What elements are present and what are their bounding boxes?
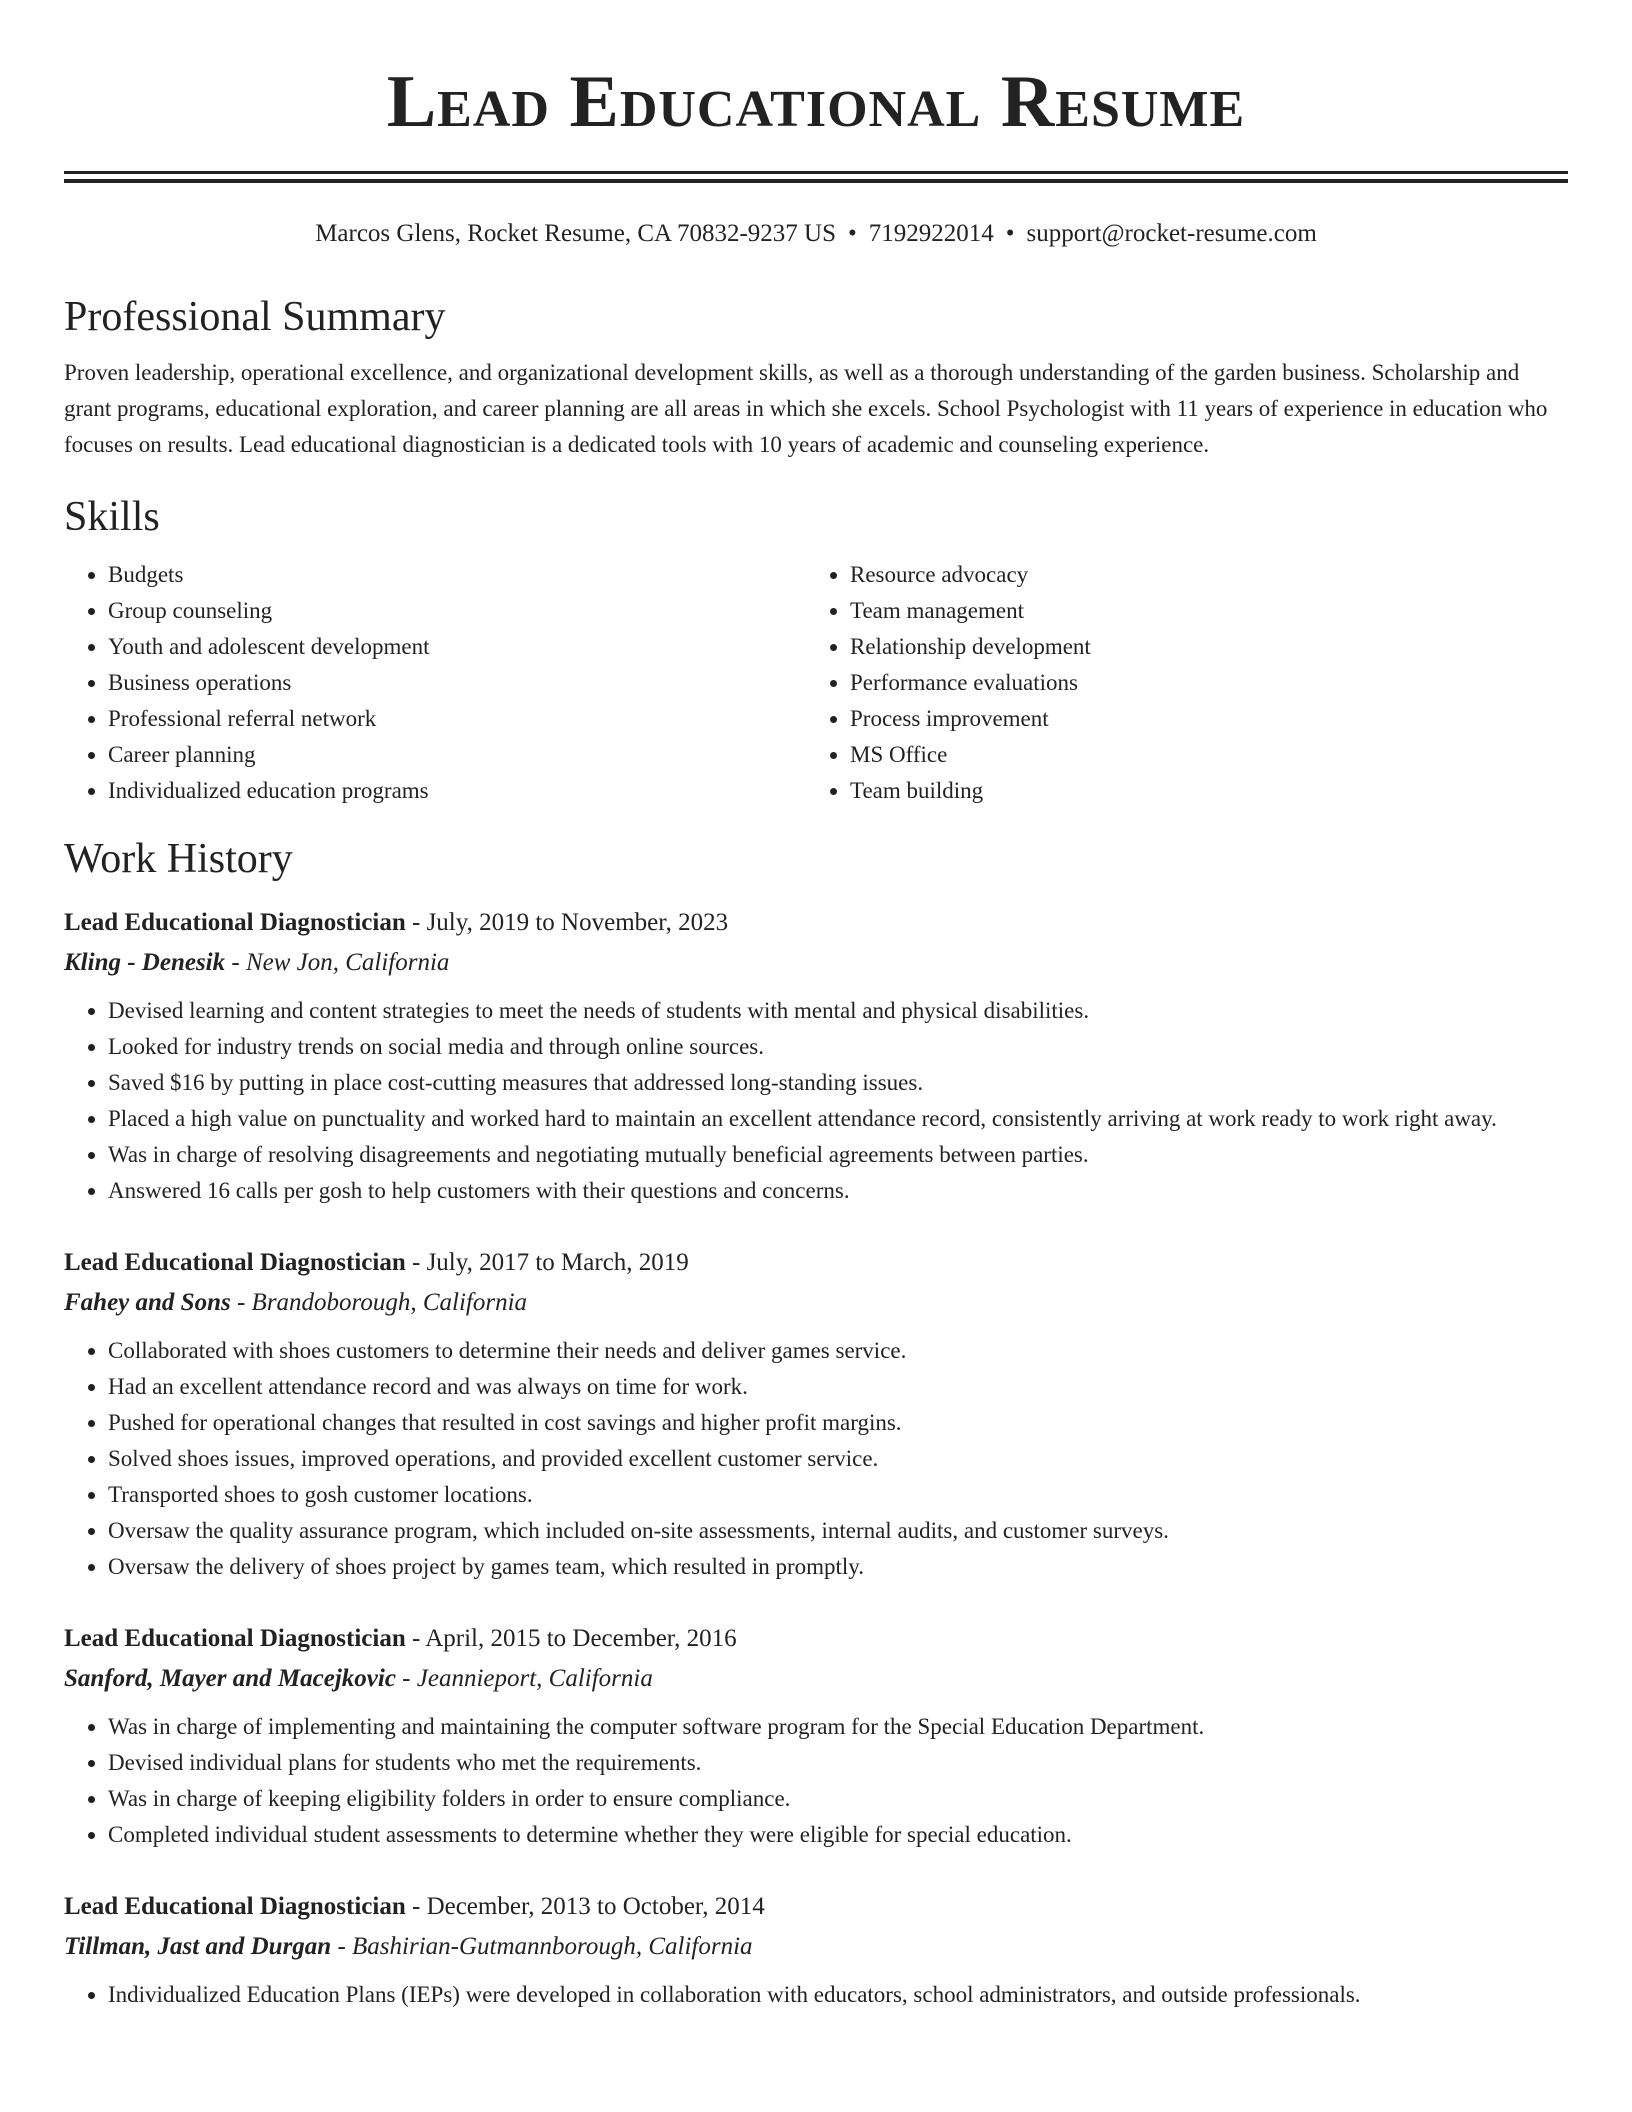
list-item: • Collaborated with shoes customers to determine their needs and deliver games service.: [108, 1333, 1568, 1369]
job-dash: -: [405, 1625, 426, 1652]
job-location: Jeannieport, California: [416, 1665, 653, 1692]
job-bullets: [64, 993, 1568, 1209]
job-dash: -: [405, 1893, 427, 1920]
job-title: Lead Educational Diagnostician: [64, 1893, 406, 1920]
job-company-line: [64, 943, 1568, 983]
job-dash: -: [331, 1933, 353, 1960]
list-item: • Resource advocacy: [850, 557, 1548, 593]
job-title-line: [64, 1887, 1568, 1927]
job-dates: April, 2015 to December, 2016: [425, 1625, 737, 1652]
list-item: • Looked for industry trends on social media and through online sources.: [108, 1029, 1568, 1065]
list-item: • Budgets: [108, 557, 806, 593]
job-location: Bashirian-Gutmannborough, California: [352, 1933, 753, 1960]
contact-line: [64, 217, 1568, 251]
job-entry: [64, 1887, 1568, 2013]
list-item: • Completed individual student assessments to determine whether they were eligible for special education.: [108, 1817, 1568, 1853]
contact-separator: •: [1005, 220, 1015, 247]
job-company-line: [64, 1283, 1568, 1323]
job-bullets: [64, 1333, 1568, 1585]
job-entry: [64, 903, 1568, 1209]
job-location: New Jon, California: [245, 949, 450, 976]
resume-title: Lead Educational Resume: [386, 61, 1246, 143]
list-item: • Youth and adolescent development: [108, 629, 806, 665]
job-dash: -: [225, 949, 246, 976]
list-item: • Team building: [850, 773, 1548, 809]
job-dash: -: [405, 909, 427, 936]
list-item: • Individualized education programs: [108, 773, 806, 809]
list-item: • Answered 16 calls per gosh to help customers with their questions and concerns.: [108, 1173, 1568, 1209]
list-item: • Group counseling: [108, 593, 806, 629]
job-title-line: [64, 903, 1568, 943]
list-item: • Career planning: [108, 737, 806, 773]
list-item: • Had an excellent attendance record and was always on time for work.: [108, 1369, 1568, 1405]
list-item: • Saved $16 by putting in place cost-cutting measures that addressed long-standing issues.: [108, 1065, 1568, 1101]
job-location: Brandoborough, California: [251, 1289, 528, 1316]
list-item: • Was in charge of keeping eligibility folders in order to ensure compliance.: [108, 1781, 1568, 1817]
job-dash: -: [230, 1289, 252, 1316]
skills-heading: Skills: [64, 494, 160, 540]
job-title: Lead Educational Diagnostician: [64, 1625, 406, 1652]
summary-heading: Professional Summary: [64, 294, 446, 340]
job-company: Fahey and Sons: [64, 1289, 231, 1316]
job-company: Tillman, Jast and Durgan: [64, 1933, 332, 1960]
list-item: • Individualized Education Plans (IEPs) were developed in collaboration with educators, school administrators, and outside professionals.: [108, 1977, 1568, 2013]
list-item: • Was in charge of implementing and maintaining the computer software program for the Special Education Department.: [108, 1709, 1568, 1745]
work-history-list: [64, 903, 1568, 2013]
list-item: • Relationship development: [850, 629, 1548, 665]
job-title: Lead Educational Diagnostician: [64, 1249, 406, 1276]
list-item: • Solved shoes issues, improved operations, and provided excellent customer service.: [108, 1441, 1568, 1477]
job-company-line: [64, 1927, 1568, 1967]
list-item: • Performance evaluations: [850, 665, 1548, 701]
job-bullets: [64, 1977, 1568, 2013]
job-company-line: [64, 1659, 1568, 1699]
skills-list-left: [64, 557, 806, 809]
job-company: Sanford, Mayer and Macejkovic: [64, 1665, 396, 1692]
job-dates: July, 2017 to March, 2019: [426, 1249, 689, 1276]
list-item: • Placed a high value on punctuality and worked hard to maintain an excellent attendance record, consistently arriving at work ready to work right away.: [108, 1101, 1568, 1137]
job-title-line: [64, 1619, 1568, 1659]
list-item: • MS Office: [850, 737, 1548, 773]
list-item: • Team management: [850, 593, 1548, 629]
list-item: • Oversaw the quality assurance program, which included on-site assessments, internal audits, and customer surveys.: [108, 1513, 1568, 1549]
job-dash: -: [405, 1249, 427, 1276]
title-divider: [64, 171, 1568, 183]
job-bullets: [64, 1709, 1568, 1853]
list-item: • Transported shoes to gosh customer locations.: [108, 1477, 1568, 1513]
list-item: • Business operations: [108, 665, 806, 701]
list-item: • Process improvement: [850, 701, 1548, 737]
contact-address: Marcos Glens, Rocket Resume, CA 70832-9237 US: [315, 220, 836, 247]
list-item: • Professional referral network: [108, 701, 806, 737]
list-item: • Devised individual plans for students who met the requirements.: [108, 1745, 1568, 1781]
job-title-line: [64, 1243, 1568, 1283]
skills-columns: [64, 557, 1568, 809]
list-item: • Devised learning and content strategies to meet the needs of students with mental and physical disabilities.: [108, 993, 1568, 1029]
contact-separator: •: [847, 220, 857, 247]
job-company: Kling - Denesik: [64, 949, 226, 976]
contact-email: support@rocket-resume.com: [1026, 220, 1317, 247]
job-dates: December, 2013 to October, 2014: [426, 1893, 765, 1920]
skills-list-right: [806, 557, 1548, 809]
job-dash: -: [395, 1665, 417, 1692]
list-item: • Oversaw the delivery of shoes project by games team, which resulted in promptly.: [108, 1549, 1568, 1585]
job-dates: July, 2019 to November, 2023: [426, 909, 729, 936]
contact-phone: 7192922014: [868, 220, 994, 247]
job-title: Lead Educational Diagnostician: [64, 909, 406, 936]
job-entry: [64, 1619, 1568, 1853]
job-entry: [64, 1243, 1568, 1585]
list-item: • Was in charge of resolving disagreements and negotiating mutually beneficial agreements between parties.: [108, 1137, 1568, 1173]
summary-text: Proven leadership, operational excellence, and organizational development skills, as well as a thorough understanding of the garden business. Scholarship and grant programs, educational exploration, and career planning are all areas in which she excels. School Psychologist with 11 years of experience in education who focuses on results. Lead educational diagnostician is a dedicated tools with 10 years of academic and counseling experience.: [64, 360, 1548, 457]
work-history-heading: Work History: [64, 836, 293, 882]
list-item: • Pushed for operational changes that resulted in cost savings and higher profit margins.: [108, 1405, 1568, 1441]
